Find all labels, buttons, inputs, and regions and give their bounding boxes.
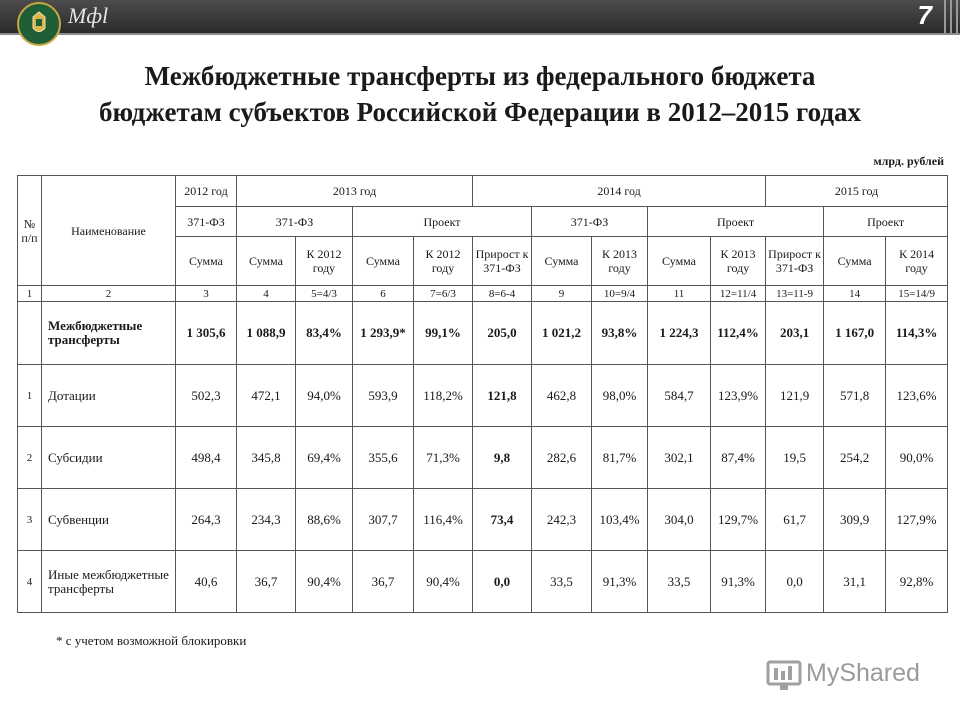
measure-header: Прирост к 371-ФЗ [766, 237, 824, 286]
col-index: 15=14/9 [886, 286, 948, 302]
row-number: 4 [18, 551, 42, 613]
cell: 92,8% [886, 551, 948, 613]
col-index: 5=4/3 [296, 286, 353, 302]
title-line-2: бюджетам субъектов Российской Федерации в 2012–2015 годах [99, 97, 861, 127]
cell: 40,6 [176, 551, 237, 613]
row-name: Иные межбюджетные трансферты [42, 551, 176, 613]
measure-header: К 2013 году [592, 237, 648, 286]
measure-header: Сумма [532, 237, 592, 286]
row-number: 1 [18, 365, 42, 427]
table-row [18, 551, 948, 613]
watermark [766, 656, 936, 696]
transfers-table [17, 175, 948, 613]
brand-label: Мфl [68, 3, 109, 28]
cell: 1 293,9* [353, 302, 414, 365]
footnote: * с учетом возможной блокировки [56, 633, 247, 648]
cell: 73,4 [473, 489, 532, 551]
row-name: Субвенции [42, 489, 176, 551]
cell: 71,3% [414, 427, 473, 489]
col-index: 12=11/4 [711, 286, 766, 302]
cell: 203,1 [766, 302, 824, 365]
cell: 304,0 [648, 489, 711, 551]
cell: 0,0 [473, 551, 532, 613]
cell: 36,7 [353, 551, 414, 613]
year-2012-header: 2012 год [176, 176, 237, 207]
law-header: 371-ФЗ [532, 207, 648, 237]
row-name: Межбюджетные трансферты [42, 302, 176, 365]
cell: 584,7 [648, 365, 711, 427]
cell: 90,4% [296, 551, 353, 613]
col-index: 8=6-4 [473, 286, 532, 302]
cell: 571,8 [824, 365, 886, 427]
cell: 1 305,6 [176, 302, 237, 365]
row-number: 2 [18, 427, 42, 489]
cell: 90,4% [414, 551, 473, 613]
watermark-text: MyShared [806, 659, 920, 687]
col-index: 6 [353, 286, 414, 302]
cell: 116,4% [414, 489, 473, 551]
row-name: Субсидии [42, 427, 176, 489]
law-header: Проект [648, 207, 824, 237]
cell: 69,4% [296, 427, 353, 489]
cell: 123,9% [711, 365, 766, 427]
emblem-icon [17, 2, 61, 46]
col-index: 3 [176, 286, 237, 302]
row-number: 3 [18, 489, 42, 551]
measure-header: Сумма [237, 237, 296, 286]
measure-header: Сумма [824, 237, 886, 286]
cell: 205,0 [473, 302, 532, 365]
cell: 302,1 [648, 427, 711, 489]
numbering-row [18, 286, 948, 302]
measure-header: Сумма [176, 237, 237, 286]
col-index: 2 [42, 286, 176, 302]
cell: 242,3 [532, 489, 592, 551]
col-index: 10=9/4 [592, 286, 648, 302]
cell: 94,0% [296, 365, 353, 427]
cell: 103,4% [592, 489, 648, 551]
cell: 36,7 [237, 551, 296, 613]
law-header: Проект [824, 207, 948, 237]
cell: 83,4% [296, 302, 353, 365]
row-number [18, 302, 42, 365]
myshared-logo-icon [766, 658, 802, 692]
cell: 33,5 [648, 551, 711, 613]
measure-header: К 2012 году [296, 237, 353, 286]
cell: 9,8 [473, 427, 532, 489]
col-index: 11 [648, 286, 711, 302]
col-index: 4 [237, 286, 296, 302]
cell: 282,6 [532, 427, 592, 489]
cell: 1 224,3 [648, 302, 711, 365]
cell: 593,9 [353, 365, 414, 427]
col-index: 7=6/3 [414, 286, 473, 302]
law-header: Проект [353, 207, 532, 237]
page-title [0, 58, 960, 130]
cell: 127,9% [886, 489, 948, 551]
col-index: 9 [532, 286, 592, 302]
cell: 118,2% [414, 365, 473, 427]
col-number-header: № п/п [18, 176, 42, 286]
year-2013-header: 2013 год [237, 176, 473, 207]
header-row-years [18, 176, 948, 207]
cell: 91,3% [592, 551, 648, 613]
cell: 123,6% [886, 365, 948, 427]
title-line-1: Межбюджетные трансферты из федерального бюджета [144, 61, 816, 91]
measure-header: К 2013 году [711, 237, 766, 286]
cell: 498,4 [176, 427, 237, 489]
year-2015-header: 2015 год [766, 176, 948, 207]
cell: 121,8 [473, 365, 532, 427]
cell: 472,1 [237, 365, 296, 427]
cell: 234,3 [237, 489, 296, 551]
table-row [18, 427, 948, 489]
row-name: Дотации [42, 365, 176, 427]
cell: 309,9 [824, 489, 886, 551]
corner-decoration [940, 0, 960, 33]
law-header: 371-ФЗ [237, 207, 353, 237]
year-2014-header: 2014 год [473, 176, 766, 207]
cell: 19,5 [766, 427, 824, 489]
measure-header: К 2012 году [414, 237, 473, 286]
measure-header: Прирост к 371-ФЗ [473, 237, 532, 286]
law-header: 371-ФЗ [176, 207, 237, 237]
cell: 1 088,9 [237, 302, 296, 365]
cell: 1 167,0 [824, 302, 886, 365]
cell: 93,8% [592, 302, 648, 365]
cell: 345,8 [237, 427, 296, 489]
cell: 112,4% [711, 302, 766, 365]
top-bar [0, 0, 960, 33]
table-row [18, 365, 948, 427]
measure-header: Сумма [648, 237, 711, 286]
cell: 1 021,2 [532, 302, 592, 365]
measure-header: К 2014 году [886, 237, 948, 286]
cell: 31,1 [824, 551, 886, 613]
cell: 87,4% [711, 427, 766, 489]
units-label: млрд. рублей [873, 154, 944, 168]
col-index: 1 [18, 286, 42, 302]
cell: 88,6% [296, 489, 353, 551]
cell: 99,1% [414, 302, 473, 365]
cell: 129,7% [711, 489, 766, 551]
table-row-total [18, 302, 948, 365]
cell: 462,8 [532, 365, 592, 427]
table-row [18, 489, 948, 551]
cell: 254,2 [824, 427, 886, 489]
slide-number: 7 [917, 0, 932, 30]
cell: 355,6 [353, 427, 414, 489]
top-bar-divider [0, 33, 960, 35]
cell: 61,7 [766, 489, 824, 551]
cell: 33,5 [532, 551, 592, 613]
cell: 307,7 [353, 489, 414, 551]
cell: 91,3% [711, 551, 766, 613]
col-index: 13=11-9 [766, 286, 824, 302]
cell: 502,3 [176, 365, 237, 427]
cell: 81,7% [592, 427, 648, 489]
cell: 98,0% [592, 365, 648, 427]
cell: 121,9 [766, 365, 824, 427]
measure-header: Сумма [353, 237, 414, 286]
cell: 114,3% [886, 302, 948, 365]
col-index: 14 [824, 286, 886, 302]
col-name-header: Наименование [42, 176, 176, 286]
cell: 0,0 [766, 551, 824, 613]
cell: 264,3 [176, 489, 237, 551]
cell: 90,0% [886, 427, 948, 489]
